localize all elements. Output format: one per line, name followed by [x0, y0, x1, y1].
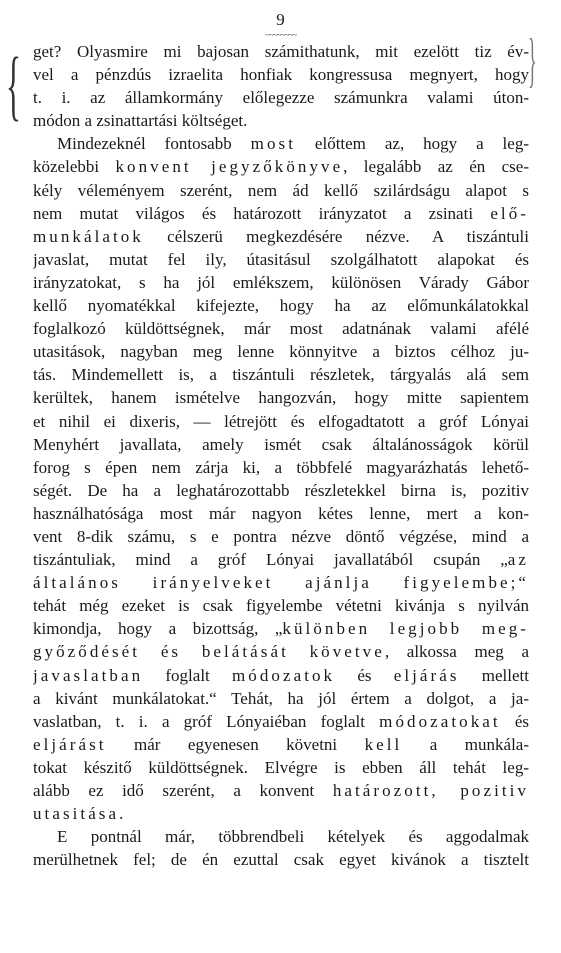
text-run: kély véleményem szerént, nem ád kellő szilárdságu alapot s	[33, 180, 529, 200]
text-line	[33, 363, 529, 386]
text-line	[33, 155, 529, 178]
text-line	[33, 640, 529, 663]
text-run: utasitások, nagyban meg lenne könnyitve a biztos célhoz ju-	[33, 342, 529, 362]
text-line	[33, 525, 529, 548]
text-run: tás. Mindemellett is, a tiszántuli részletek, tárgyalás alá sem	[33, 365, 529, 385]
text-line	[33, 779, 529, 802]
text-run: kimondja, hogy a bizottság, „	[33, 619, 283, 639]
text-line	[33, 710, 529, 733]
text-run: forog s épen nem zárja ki, a többfelé magyarázhatás lehető-	[33, 457, 529, 477]
spaced-emphasis-text: győződését és belátását követve	[33, 642, 385, 662]
spaced-emphasis-text: kell	[364, 734, 403, 754]
text-line	[33, 248, 529, 271]
text-line	[33, 132, 529, 155]
text-run: .	[119, 804, 124, 824]
spaced-emphasis-text: módozatok	[232, 665, 336, 685]
text-run: vel a pénzdús izraelita honfiak kongressusa megnyert, hogy	[33, 65, 529, 85]
text-line	[33, 317, 529, 340]
spaced-emphasis-text: különben legjobb meg-	[282, 619, 529, 639]
text-run: közelebbi	[33, 157, 116, 177]
text-run: Mindezeknél fontosabb	[57, 134, 251, 154]
text-run: előttem az, hogy a leg-	[295, 134, 529, 154]
spaced-emphasis-text: határozott, pozitiv	[332, 781, 529, 800]
text-run: , alkossa meg a	[384, 642, 529, 662]
spaced-emphasis-text: eljárás	[393, 665, 460, 685]
page-number: 9	[276, 10, 285, 29]
margin-brace-right-mark: }	[528, 27, 537, 93]
text-line	[33, 756, 529, 779]
text-run: tehát még ezeket is csak figyelembe vétetni kivánja s nyilván	[33, 596, 529, 616]
text-line	[33, 294, 529, 317]
text-line	[33, 40, 529, 63]
text-line	[33, 179, 529, 202]
text-run: merülhetnek fel; de én ezuttal csak egyet kivánok a tisztelt	[33, 850, 529, 870]
spaced-emphasis-text: javaslatban	[33, 665, 144, 685]
text-run: alább ez idő szerént, a konvent	[33, 781, 333, 800]
spaced-emphasis-text: általános irányelveket ajánlja figyelembe;“	[33, 573, 529, 593]
text-line	[33, 86, 529, 109]
text-run: ségét. De ha a leghatározottabb részletekkel birna is, pozitiv	[33, 480, 529, 500]
text-run: vaslatban, t. i. a gróf Lónyaiéban foglalt	[33, 711, 380, 731]
text-line	[33, 271, 529, 294]
text-line	[33, 456, 529, 479]
text-line	[33, 63, 529, 86]
text-run: mellett	[459, 665, 529, 685]
text-line	[33, 340, 529, 363]
text-line	[33, 825, 529, 848]
text-line	[33, 225, 529, 248]
text-run: get? Olyasmire mi bajosan számithatunk, mit ezelött tiz év-	[33, 42, 529, 61]
text-line	[33, 802, 529, 825]
text-run: módon a zsinattartási költséget.	[33, 111, 248, 131]
text-run: és	[500, 711, 529, 731]
text-line	[33, 479, 529, 502]
text-line	[33, 410, 529, 433]
text-run: irányzatokat, s ha jól emlékszem, különösen Várady Gábor	[33, 272, 529, 292]
text-run: tokat készitő küldöttségnek. Elvégre is ebben áll tehát leg-	[33, 757, 529, 777]
text-line	[33, 733, 529, 756]
text-line	[33, 848, 529, 871]
text-run: a kivánt munkálatokat.“ Tehát, ha jól értem a dolgot, a ja-	[33, 688, 529, 708]
text-run: E pontnál már, többrendbeli kételyek és aggodalmak	[57, 827, 529, 847]
text-run: és	[335, 665, 394, 685]
text-run: Menyhért javallata, amely ismét csak általánosságok körül	[33, 434, 529, 454]
text-line	[33, 548, 529, 571]
text-run: foglalkozó küldöttségnek, már most adatnának valami afélé	[33, 319, 529, 339]
text-run: tiszántuliak, mind a gróf Lónyai javallatából csupán „	[33, 550, 508, 570]
text-run: kellő nyomatékkal kifejezte, hogy ha az előmunkálatokkal	[33, 296, 529, 316]
text-line	[33, 502, 529, 525]
text-line	[33, 664, 529, 687]
text-line	[33, 571, 529, 594]
page-number-ornament: ~~~~~~~~	[265, 30, 296, 40]
spaced-emphasis-text: elő-	[490, 203, 529, 223]
text-run: nem mutat világos és határozott irányzatot a zsinati	[33, 203, 491, 223]
text-run: vent 8-dik számu, s e pontra nézve döntő végzése, mind a	[33, 526, 529, 546]
text-run: kerültek, hanem ismételve hangozván, hogy mitte sapientem	[33, 388, 529, 408]
text-line	[33, 109, 529, 132]
spaced-emphasis-text: munkálatok	[33, 226, 144, 246]
text-run: t. i. az államkormány előlegezze számunkra valami úton-	[33, 88, 529, 108]
margin-brace-mark: {	[6, 41, 21, 128]
text-run: használhatósága most már nagyon kétes lenne, mert a kon-	[33, 503, 529, 523]
text-line	[33, 594, 529, 617]
spaced-emphasis-text: eljárást	[33, 734, 107, 754]
text-run: már egyenesen követni	[106, 734, 365, 754]
text-line	[33, 433, 529, 456]
text-run: javaslat, mutat fel ily, útasitásul szolgálhatott alapokat és	[33, 249, 529, 269]
text-line	[33, 386, 529, 409]
text-run: et nihil ei dixeris, — létrejött és elfogadtatott a gróf Lónyai	[33, 411, 529, 431]
spaced-emphasis-text: most	[250, 134, 296, 154]
spaced-emphasis-text: módozatokat	[379, 711, 501, 731]
spaced-emphasis-text: konvent jegyzőkönyve	[115, 157, 344, 177]
spaced-emphasis-text: utasitása	[33, 804, 120, 824]
text-run: foglalt	[143, 665, 233, 685]
body-text	[33, 40, 529, 871]
text-run: , legalább az én cse-	[343, 157, 529, 177]
text-run: a munkála-	[402, 734, 529, 754]
text-line	[33, 617, 529, 640]
text-line	[33, 687, 529, 710]
text-line	[33, 202, 529, 225]
text-run: célszerü megkezdésére nézve. A tiszántuli	[143, 226, 529, 246]
spaced-emphasis-text: az	[507, 550, 529, 570]
